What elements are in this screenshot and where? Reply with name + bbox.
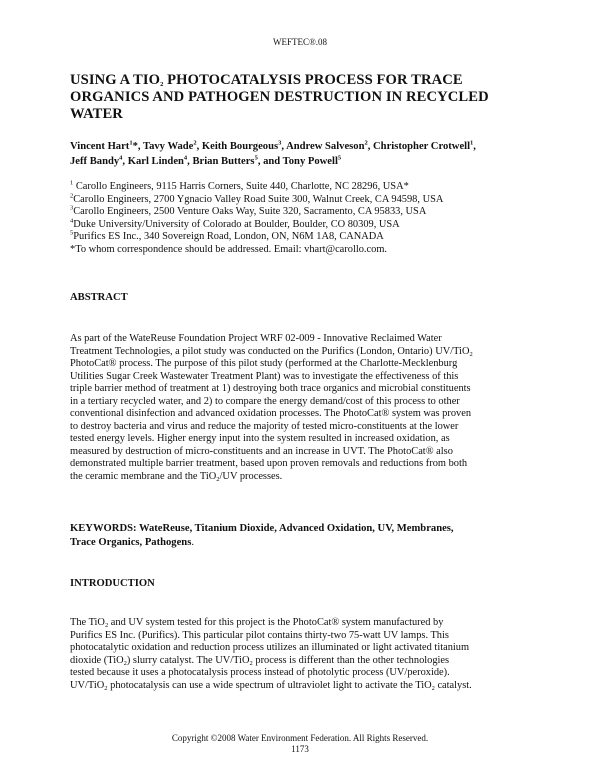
title-line-1: USING A $TIO_2$ PHOTOCATALYSIS PROCESS FOR TRACE <box>70 72 463 88</box>
running-header: WEFTEC®.08 <box>272 37 328 47</box>
affiliation-2: $^2$Carollo Engineers, 2700 Ygnacio Valley Road Suite 300, Walnut Creek, CA 94598, USA <box>70 192 444 205</box>
author: Christopher Crotwell <box>373 141 471 152</box>
affiliations <box>70 181 540 256</box>
author-list <box>70 140 540 169</box>
page-number: 1173 <box>291 744 309 754</box>
author: Karl Linden <box>127 155 184 167</box>
author-line-1: Vincent Hart$^1$*, Tavy Wade$^2$, Keith Bourgeous$^3$, Andrew Salveson$^2$, Christopher Crotwell$^1$, <box>70 139 476 152</box>
correspondence-note: *To whom correspondence should be addressed. Email: vhart@carollo.com. <box>70 243 388 255</box>
copyright: Copyright ©2008 Water Environment Federation. All Rights Reserved. <box>171 733 429 743</box>
abstract-heading: ABSTRACT <box>70 292 128 303</box>
affiliation-5: $^5$Purifics ES Inc., 340 Sovereign Road, London, ON, N6M 1A8, CANADA <box>70 229 384 242</box>
page-footer <box>0 733 600 755</box>
introduction-heading: INTRODUCTION <box>70 578 155 589</box>
affiliation-3: $^3$Carollo Engineers, 2500 Venture Oaks Way, Suite 320, Sacramento, CA 95833, USA <box>70 204 427 217</box>
author: Tony Powell <box>282 155 338 167</box>
author: Tavy Wade <box>143 141 194 152</box>
author: Keith Bourgeous <box>201 141 279 152</box>
abstract-body: As part of the WateReuse Foundation Project WRF 02-009 - Innovative Reclaimed Water Treatment Technologies, a pilot study was conducted on the Purifics (London, Ontario) UV/TiO$_2$ PhotoCat® process. The purpose of this pilot study (performed at the Charlotte-Mecklenburg Utilities Sugar Creek Wastewater Treatment Plant) was to investigate the effectiveness of this triple barrier method of treatment at 1) destroying both trace organics and microbial constituents in a tertiary recycled water, and 2) to compare the energy demand/cost of this process to other conventional disinfection and advanced oxidation processes. The PhotoCat® system was proven to destroy bacteria and virus and reduce the majority of tested micro-constituents at the lower tested energy levels. Higher energy input into the system resulted in increased oxidation, as measured by destruction of micro-constituents and an increase in UVT. The PhotoCat® also demonstrated multiple barrier treatment, based upon proven removals and reductions from both the ceramic membrane and the TiO$_2$/UV processes. <box>70 333 473 483</box>
affiliation-1: $^1$ Carollo Engineers, 9115 Harris Corners, Suite 440, Charlotte, NC 28296, USA* <box>70 179 409 192</box>
affiliation-4: $^4$Duke University/University of Colorado at Boulder, Boulder, CO 80309, USA <box>70 217 400 230</box>
paper-title <box>70 72 540 123</box>
author: Jeff Bandy <box>70 155 120 167</box>
author-line-2: Jeff Bandy$^4$, Karl Linden$^4$, Brian Butters$^5$, and Tony Powell$^5$ <box>70 153 342 167</box>
keywords: KEYWORDS: WateReuse, Titanium Dioxide, Advanced Oxidation, UV, Membranes, Trace Organics, Pathogens. <box>70 523 454 548</box>
title-line-2: ORGANICS AND PATHOGEN DESTRUCTION IN RECYCLED <box>70 89 489 105</box>
title-line-3: WATER <box>70 106 123 122</box>
author: Andrew Salveson <box>286 141 365 152</box>
introduction-body: The TiO$_2$ and UV system tested for this project is the PhotoCat® system manufactured by Purifics ES Inc. (Purifics). This particular pilot contains thirty-two 75-watt UV lamps. This photocatalytic oxidation and reduction process utilizes an illuminated or light activated titanium dioxide (TiO$_2$) slurry catalyst. The UV/TiO$_2$ process is different than the other technologies tested because it uses a photocatalysis process instead of photolytic process (UV/peroxide). UV/TiO$_2$ photocatalysis can use a wide spectrum of ultraviolet light to activate the TiO$_2$ catalyst. <box>70 617 472 692</box>
author: Vincent Hart <box>70 141 130 152</box>
author: Brian Butters <box>192 155 255 167</box>
